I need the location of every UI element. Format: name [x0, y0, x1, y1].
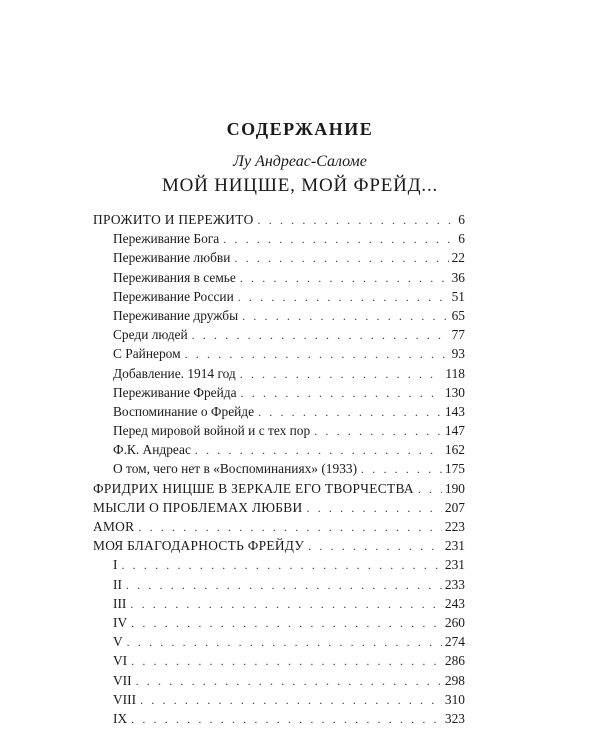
contents-heading: СОДЕРЖАНИЕ: [226, 119, 374, 139]
dot-leader: [131, 652, 442, 671]
toc-entry-page: 231: [444, 538, 465, 554]
toc-entry-title: Воспоминание о Фрейде: [113, 403, 255, 419]
dot-leader: [361, 460, 442, 479]
toc-entry-title: II: [113, 576, 122, 592]
dot-leader: [140, 691, 442, 710]
toc-entry: [93, 594, 465, 613]
toc-entry-title: ПРОЖИТО И ПЕРЕЖИТО: [93, 212, 254, 227]
dot-leader: [238, 288, 449, 307]
toc-entry-page: 36: [451, 269, 465, 285]
author-name: Лу Андреас-Саломе: [233, 153, 367, 170]
toc-entry-page: 175: [444, 461, 465, 477]
toc-entry-title: Переживание Бога: [113, 231, 220, 247]
dot-leader: [131, 614, 442, 633]
toc-entry-page: 223: [444, 519, 465, 534]
dot-leader: [242, 307, 448, 326]
toc-entry-title: Переживание России: [113, 288, 234, 304]
toc-entry: [93, 344, 465, 363]
toc-entry-page: 65: [451, 307, 465, 323]
toc-entry: [93, 364, 465, 383]
toc-entry-page: 130: [444, 384, 465, 400]
toc-entry-title: Переживание Фрейда: [113, 384, 237, 400]
toc-entry-page: 162: [444, 442, 465, 458]
toc-entry-page: 274: [444, 634, 465, 650]
toc-entry-title: ФРИДРИХ НИЦШЕ В ЗЕРКАЛЕ ЕГО ТВОРЧЕСТВА: [93, 480, 414, 496]
toc-entry: [93, 306, 465, 325]
dot-leader: [127, 633, 442, 652]
dot-leader: [234, 249, 448, 268]
toc-entry: [93, 671, 465, 690]
toc-entry-title: Перед мировой войной и с тех пор: [113, 423, 311, 439]
toc-entry-page: 260: [444, 614, 465, 630]
dot-leader: [126, 576, 442, 595]
toc-entry: [93, 210, 465, 229]
toc-entry-title: III: [113, 595, 127, 611]
dot-leader: [136, 672, 442, 691]
toc-entry-title: С Райнером: [113, 346, 181, 362]
toc-entry-title: МОЯ БЛАГОДАРНОСТЬ ФРЕЙДУ: [93, 538, 305, 554]
toc-entry-title: IX: [113, 710, 128, 726]
toc-entry-page: 118: [445, 365, 465, 381]
toc-entry-page: 6: [458, 212, 465, 227]
dot-leader: [185, 345, 449, 364]
toc-entry-page: 51: [451, 288, 465, 304]
toc-entry-title: IV: [113, 614, 128, 630]
toc-entry: [93, 229, 465, 248]
dot-leader: [240, 365, 443, 384]
dot-leader: [138, 518, 442, 537]
toc-entry: [93, 383, 465, 402]
dot-leader: [192, 326, 449, 345]
toc-entry-page: 233: [444, 576, 465, 592]
toc-entry: [93, 690, 465, 709]
toc-entry: [93, 632, 465, 651]
toc-entry-page: 231: [444, 557, 465, 573]
toc-entry: [93, 651, 465, 670]
toc-entry-page: 190: [444, 480, 465, 496]
toc-entry-page: 77: [451, 327, 465, 343]
toc-entry-page: 310: [444, 691, 465, 707]
dot-leader: [195, 441, 442, 460]
dot-leader: [308, 537, 442, 556]
dot-leader: [418, 480, 442, 499]
toc-entry-page: 143: [444, 403, 465, 419]
table-of-contents: [93, 210, 465, 728]
toc-entry-title: VIII: [113, 691, 137, 707]
toc-entry-title: О том, чего нет в «Воспоминаниях» (1933): [113, 461, 358, 477]
dot-leader: [241, 384, 442, 403]
toc-entry-title: VI: [113, 653, 128, 669]
toc-entry: [93, 268, 465, 287]
dot-leader: [258, 211, 456, 230]
toc-entry: [93, 555, 465, 574]
toc-entry-page: 93: [451, 346, 465, 362]
dot-leader: [131, 710, 442, 729]
toc-entry-title: Переживание дружбы: [113, 307, 239, 323]
dot-leader: [223, 230, 455, 249]
toc-entry-page: 243: [444, 595, 465, 611]
toc-entry: [93, 517, 465, 536]
toc-entry-page: 323: [444, 710, 465, 726]
toc-entry: [93, 287, 465, 306]
toc-entry: [93, 421, 465, 440]
toc-entry-page: 22: [451, 250, 465, 266]
toc-entry: [93, 613, 465, 632]
toc-entry-page: 298: [444, 672, 465, 688]
toc-entry: [93, 325, 465, 344]
dot-leader: [307, 499, 442, 518]
toc-entry: [93, 536, 465, 555]
toc-entry: [93, 575, 465, 594]
toc-entry-title: Переживания в семье: [113, 269, 236, 285]
toc-entry-page: 286: [444, 653, 465, 669]
toc-entry: [93, 498, 465, 517]
toc-entry: [93, 479, 465, 498]
dot-leader: [121, 556, 441, 575]
toc-entry: [93, 440, 465, 459]
dot-leader: [314, 422, 442, 441]
toc-entry-title: I: [113, 557, 118, 573]
dot-leader: [258, 403, 442, 422]
toc-entry-title: V: [113, 634, 123, 650]
toc-entry-title: Среди людей: [113, 327, 188, 343]
toc-entry-title: МЫСЛИ О ПРОБЛЕМАХ ЛЮБВИ: [93, 499, 303, 515]
toc-entry-title: AMOR: [93, 519, 135, 534]
toc-entry-title: VII: [113, 672, 132, 688]
toc-entry: [93, 248, 465, 267]
toc-entry: [93, 459, 465, 478]
toc-entry-page: 147: [444, 423, 465, 439]
toc-entry-title: Добавление. 1914 год: [113, 365, 236, 381]
toc-entry-page: 207: [444, 499, 465, 515]
toc-entry: [93, 709, 465, 728]
toc-entry-title: Переживание любви: [113, 250, 231, 266]
dot-leader: [130, 595, 442, 614]
toc-entry-title: Ф.К. Андреас: [113, 442, 191, 458]
dot-leader: [240, 269, 449, 288]
book-title: МОЙ НИЦШЕ, МОЙ ФРЕЙД...: [161, 175, 439, 196]
toc-entry: [93, 402, 465, 421]
toc-entry-page: 6: [458, 231, 465, 247]
